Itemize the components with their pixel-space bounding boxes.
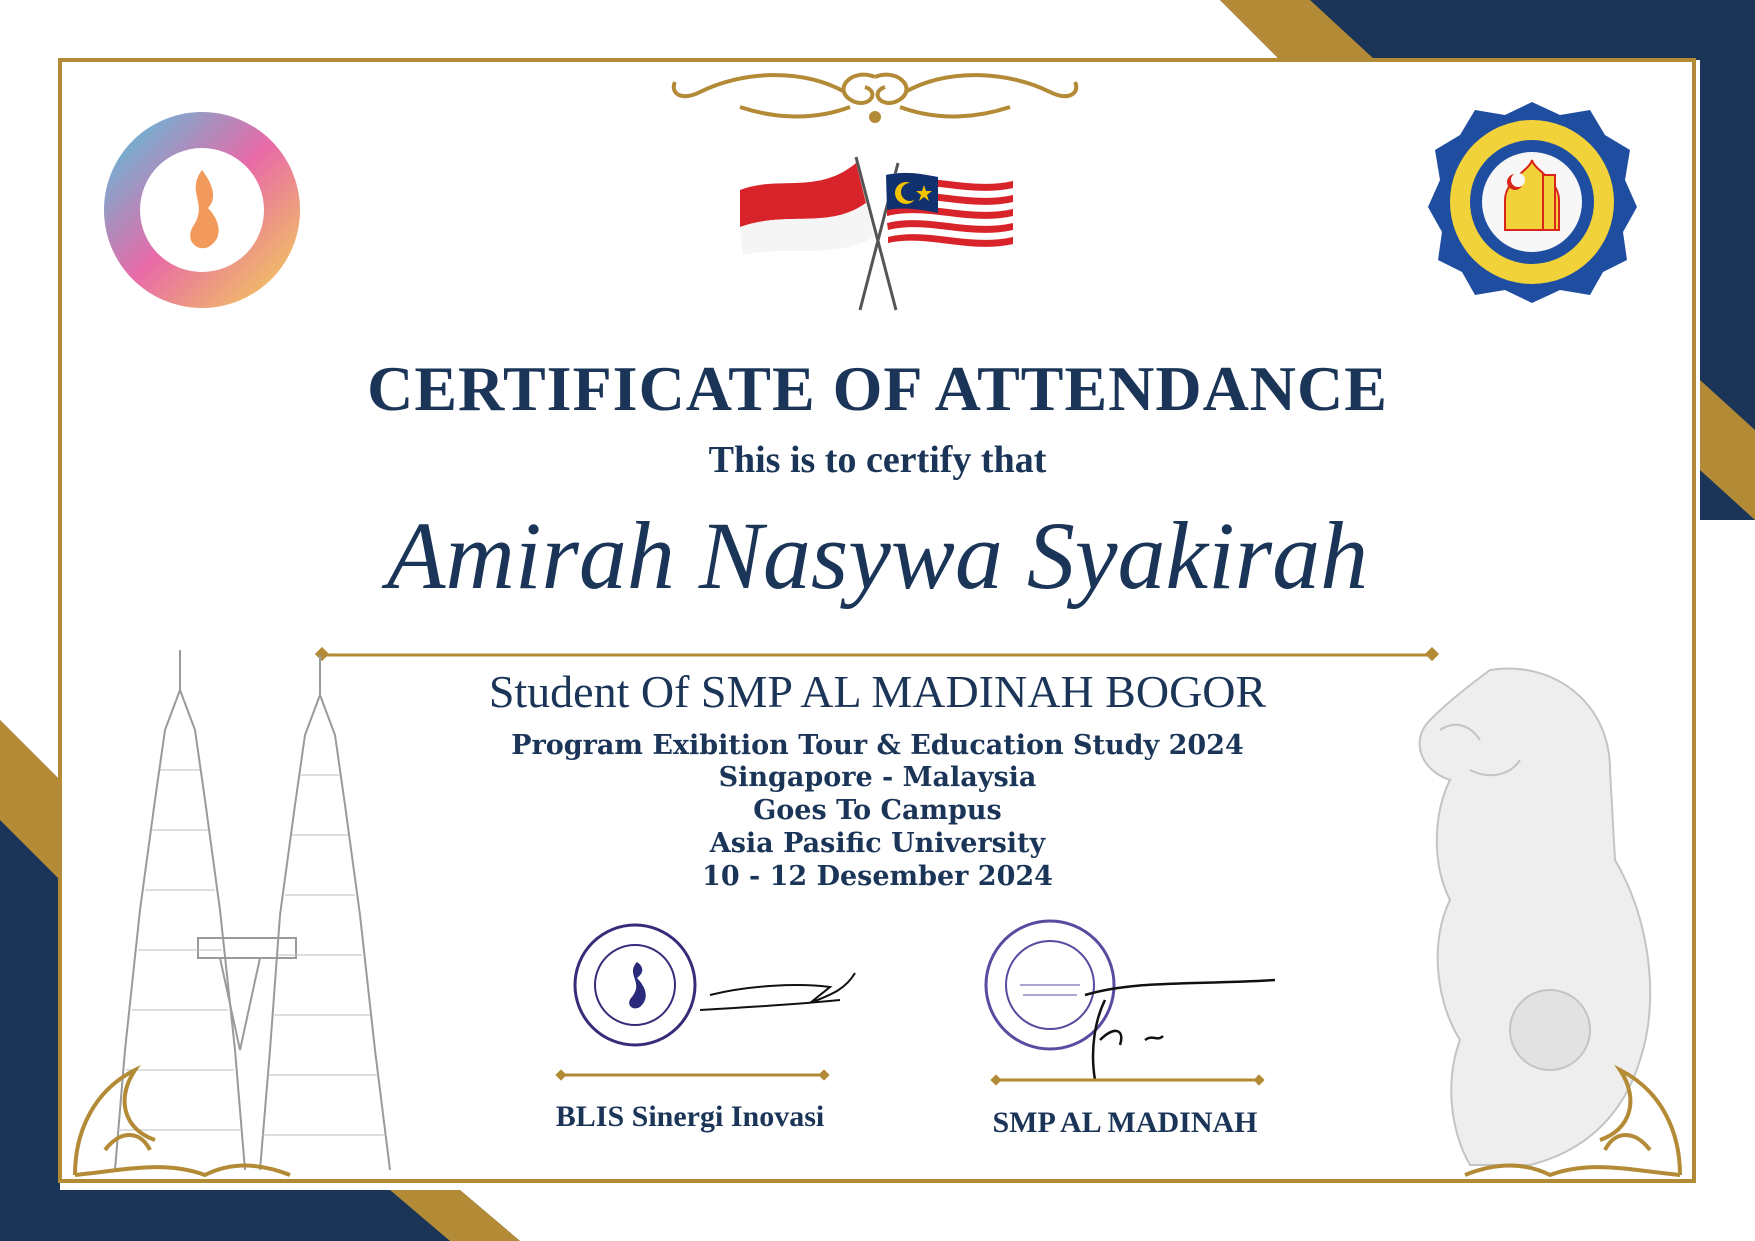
detail-line-program: Program Exibition Tour & Education Study 2024 <box>511 730 1244 761</box>
detail-line-destination: Singapore - Malaysia <box>718 762 1037 793</box>
malaysia-flag-icon <box>886 172 1013 248</box>
certificate-subtitle: This is to certify that <box>708 439 1047 481</box>
name-divider <box>315 647 1440 663</box>
blis-stamp-icon <box>565 920 705 1050</box>
flame-logo-icon <box>100 108 305 313</box>
certificate-title: CERTIFICATE OF ATTENDANCE <box>367 353 1388 424</box>
detail-line-date: 10 - 12 Desember 2024 <box>702 861 1053 892</box>
signature-label-blis: BLIS Sinergi Inovasi <box>555 1100 825 1133</box>
detail-line-university: Asia Pasific University <box>709 828 1046 859</box>
student-line: Student Of SMP AL MADINAH BOGOR <box>488 666 1267 717</box>
signature-blis <box>690 965 870 1025</box>
signature-school <box>1045 970 1280 1085</box>
crossed-flags-icon <box>738 155 1018 315</box>
ornament-bottom-right <box>1460 1030 1690 1180</box>
recipient-name: Amirah Nasywa Syakirah <box>386 502 1369 609</box>
top-ornament <box>660 62 1090 132</box>
indonesia-flag-icon <box>740 163 874 255</box>
signature-line-blis <box>555 1068 830 1082</box>
islamic-foundation-seal-icon <box>1425 100 1640 305</box>
detail-line-campus: Goes To Campus <box>753 795 1002 826</box>
signature-label-school: SMP AL MADINAH <box>992 1106 1258 1139</box>
ornament-bottom-left <box>65 1030 295 1180</box>
signature-line-school <box>990 1073 1265 1087</box>
